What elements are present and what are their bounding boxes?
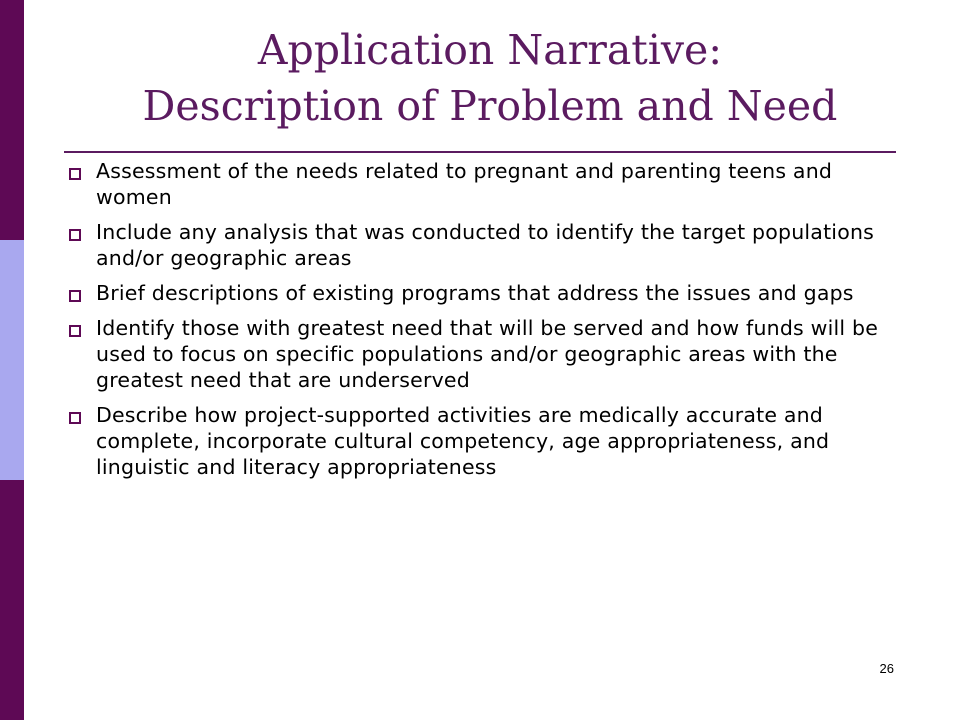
square-bullet-icon	[69, 168, 81, 180]
bullet-text: Brief descriptions of existing programs that address the issues and gaps	[96, 281, 854, 305]
bullet-list	[66, 158, 906, 489]
square-bullet-icon	[69, 290, 81, 302]
square-bullet-icon	[69, 229, 81, 241]
bullet-text: Include any analysis that was conducted to identify the target populations and/or geographic areas	[96, 220, 875, 270]
square-bullet-icon	[69, 325, 81, 337]
slide-title-line-1: Application Narrative:	[257, 26, 723, 74]
sidebar-top-segment	[0, 0, 24, 240]
square-bullet-icon	[69, 412, 81, 424]
slide-title-line-2: Description of Problem and Need	[142, 82, 838, 130]
bullet-text: Describe how project-supported activities are medically accurate and complete, incorporate cultural competency, age appropriateness, and linguistic and literacy appropriateness	[96, 403, 830, 479]
bullet-text: Identify those with greatest need that will be served and how funds will be used to focus on specific populations and/or geographic areas with the greatest need that are underserved	[96, 316, 879, 392]
list-item	[66, 402, 906, 480]
list-item	[66, 158, 906, 210]
page-number: 26	[879, 661, 894, 676]
sidebar-bottom-segment	[0, 480, 24, 720]
slide-title	[40, 22, 940, 134]
list-item	[66, 219, 906, 271]
bullet-text: Assessment of the needs related to pregnant and parenting teens and women	[96, 159, 833, 209]
title-divider	[64, 151, 896, 153]
list-item	[66, 315, 906, 393]
sidebar-middle-segment	[0, 240, 24, 480]
list-item	[66, 280, 906, 306]
